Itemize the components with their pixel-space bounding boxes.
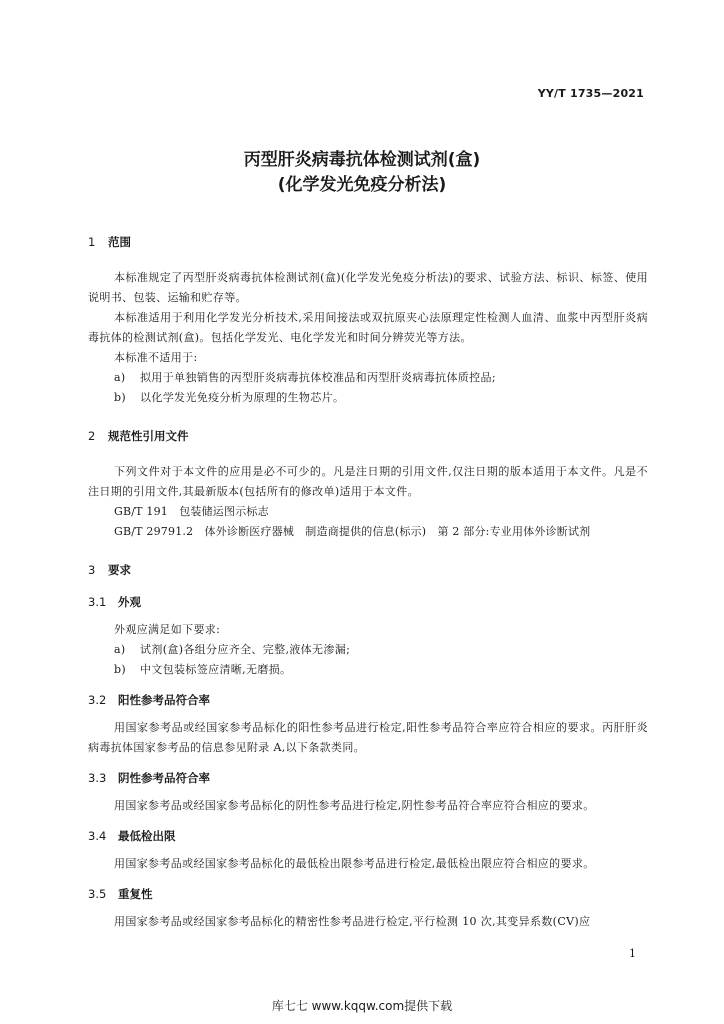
subsection-title: 阴性参考品符合率 — [118, 771, 210, 785]
subsection-number: 3.2 — [88, 693, 107, 707]
subsection-title: 外观 — [118, 595, 141, 609]
section-number: 3 — [88, 563, 96, 577]
document-subtitle: (化学发光免疫分析法) — [277, 175, 447, 195]
list-marker: b) — [114, 391, 127, 404]
download-footer: 库七七 www.kqqw.com提供下载 — [271, 999, 453, 1013]
list-item-text: 以化学发光免疫分析为原理的生物芯片。 — [140, 391, 345, 404]
section-number: 1 — [88, 235, 96, 249]
list-item-text: 试剂(盒)各组分应齐全、完整,液体无渗漏; — [140, 643, 351, 656]
section-title: 要求 — [108, 563, 131, 577]
subsection-number: 3.5 — [88, 887, 107, 901]
list-item — [88, 388, 648, 408]
paragraph: 本标准适用于利用化学发光分析技术,采用间接法或双抗原夹心法原理定性检测人血清、血浆中丙型肝炎病毒抗体的检测试剂(盒)。包括化学发光、电化学发光和时间分辨荧光等方法。 — [88, 311, 648, 344]
subsection-number: 3.3 — [88, 771, 107, 785]
section-title: 范围 — [108, 235, 131, 249]
paragraph: 用国家参考品或经国家参考品标化的阳性参考品进行检定,阳性参考品符合率应符合相应的要求。丙肝肝炎病毒抗体国家参考品的信息参见附录 A,以下条款类同。 — [88, 721, 648, 754]
subsection-number: 3.4 — [88, 829, 107, 843]
paragraph: 用国家参考品或经国家参考品标化的精密性参考品进行检定,平行检测 10 次,其变异系数(CV)应 — [114, 915, 591, 928]
section-heading-3 — [88, 560, 648, 580]
reference-item: GB/T 29791.2 体外诊断医疗器械 制造商提供的信息(标示) 第 2 部分:专业用体外诊断试剂 — [114, 525, 591, 538]
document-body — [88, 232, 648, 932]
paragraph: 外观应满足如下要求: — [114, 623, 221, 636]
paragraph: 用国家参考品或经国家参考品标化的阴性参考品进行检定,阴性参考品符合率应符合相应的要求。 — [114, 799, 595, 812]
list-item — [88, 660, 648, 680]
paragraph: 本标准规定了丙型肝炎病毒抗体检测试剂(盒)(化学发光免疫分析法)的要求、试验方法、标识、标签、使用说明书、包装、运输和贮存等。 — [88, 271, 648, 304]
paragraph: 本标准不适用于: — [114, 351, 198, 364]
document-title: 丙型肝炎病毒抗体检测试剂(盒) — [243, 150, 481, 170]
paragraph: 用国家参考品或经国家参考品标化的最低检出限参考品进行检定,最低检出限应符合相应的要求。 — [114, 857, 595, 870]
section-heading-2 — [88, 426, 648, 446]
subsection-title: 阳性参考品符合率 — [118, 693, 210, 707]
section-title: 规范性引用文件 — [108, 429, 189, 443]
list-item — [88, 368, 648, 388]
subsection-heading-3-5 — [88, 884, 648, 904]
reference-item: GB/T 191 包装储运图示标志 — [114, 505, 269, 518]
list-item-text: 拟用于单独销售的丙型肝炎病毒抗体校准品和丙型肝炎病毒抗体质控品; — [140, 371, 496, 384]
subsection-heading-3-2 — [88, 690, 648, 710]
list-item-text: 中文包装标签应清晰,无磨损。 — [140, 663, 292, 676]
subsection-title: 最低检出限 — [118, 829, 176, 843]
subsection-heading-3-1 — [88, 592, 648, 612]
list-marker: a) — [114, 371, 126, 384]
paragraph: 下列文件对于本文件的应用是必不可少的。凡是注日期的引用文件,仅注日期的版本适用于本文件。凡是不注日期的引用文件,其最新版本(包括所有的修改单)适用于本文件。 — [88, 465, 648, 498]
subsection-heading-3-3 — [88, 768, 648, 788]
list-item — [88, 640, 648, 660]
subsection-number: 3.1 — [88, 595, 107, 609]
subsection-heading-3-4 — [88, 826, 648, 846]
section-heading-1 — [88, 232, 648, 252]
section-number: 2 — [88, 429, 96, 443]
subsection-title: 重复性 — [118, 887, 153, 901]
page-number: 1 — [629, 947, 636, 960]
list-marker: a) — [114, 643, 126, 656]
list-marker: b) — [114, 663, 127, 676]
standard-code: YY/T 1735—2021 — [537, 87, 644, 100]
